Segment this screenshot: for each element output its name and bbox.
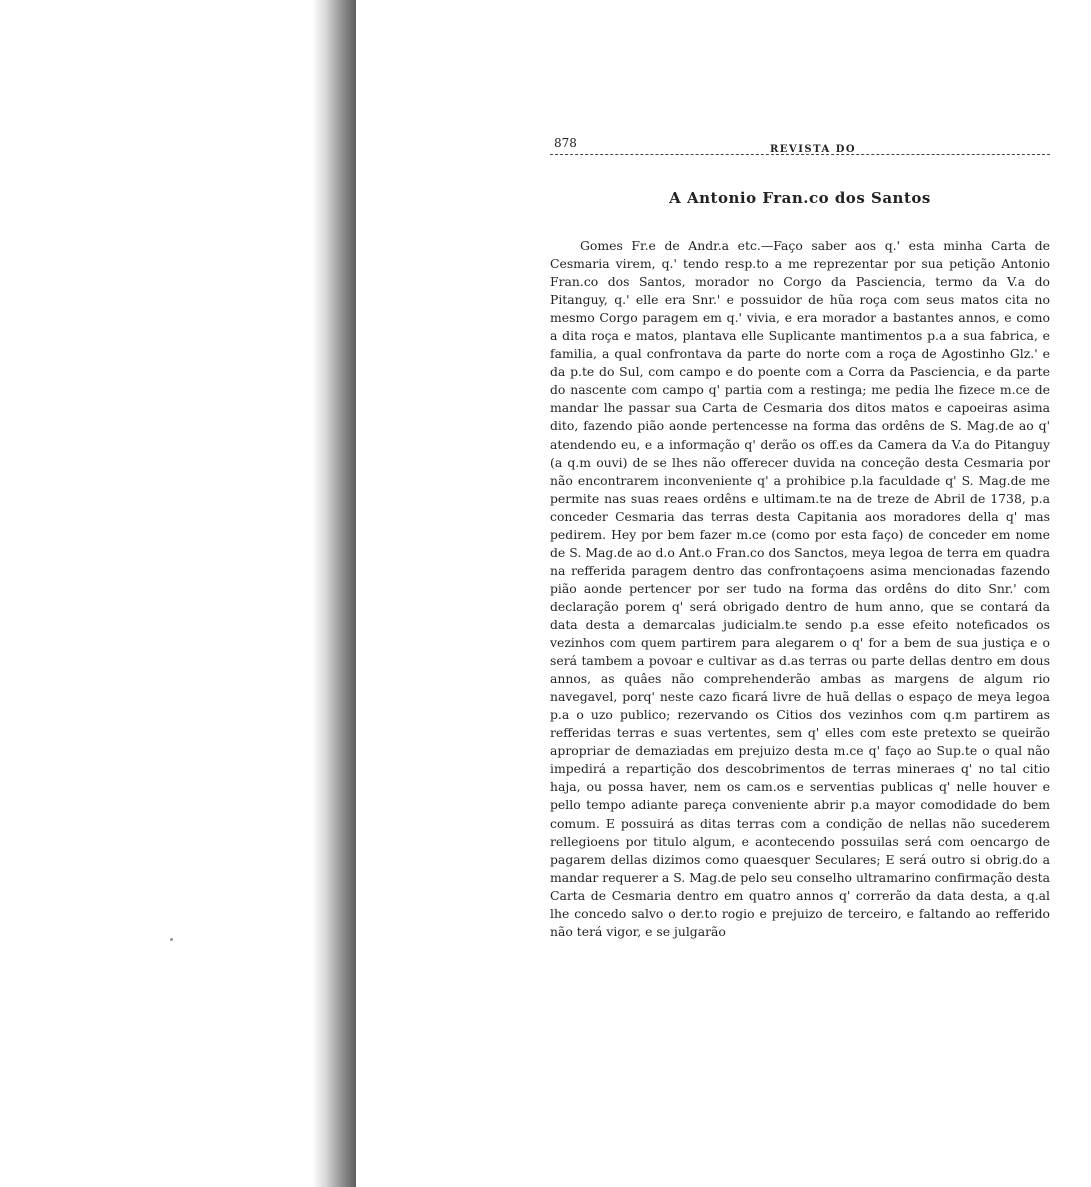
section-title: A Antonio Fran.co dos Santos (669, 189, 931, 207)
document-body (550, 237, 1050, 941)
body-paragraph: Gomes Fr.e de Andr.a etc.—Faço saber aos q.' esta minha Carta de Cesmaria virem, q.' tendo resp.to a me reprezentar por sua petição Antonio Fran.co dos Santos, morador no Corgo da Pasciencia, termo da V.a do Pitanguy, q.' elle era Snr.' e possuidor de hũa roça com seus matos cita no mesmo Corgo paragem em q.' vivia, e era morador a bastantes annos, e como a dita roça e matos, plantava elle Suplicante mantimentos p.a a sua fabrica, e familia, a qual confrontava da parte do norte com a roça de Agostinho Glz.' e da p.te do Sul, com campo e do poente com a Corra da Pasciencia, e da parte do nascente com campo q' partia com a restinga; me pedia lhe fizece m.ce de mandar lhe passar sua Carta de Cesmaria dos ditos matos e capoeiras asima dito, fazendo pião aonde pertencesse na forma das ordêns de S. Mag.de ao q' atendendo eu, e a informação q' derão os off.es da Camera da V.a do Pitanguy (a q.m ouvi) de se lhes não offerecer duvida na conceção desta Cesmaria por não encontrarem inconveniente q' a prohibice p.la faculdade q' S. Mag.de me permite nas suas reaes ordêns e ultimam.te na de treze de Abril de 1738, p.a conceder Cesmaria das terras desta Capitania aos moradores della q' mas pedirem. Hey por bem fazer m.ce (como por esta faço) de conceder em nome de S. Mag.de ao d.o Ant.o Fran.co dos Sanctos, meya legoa de terra em quadra na refferida paragem dentro das confrontaçoens asima mencionadas fazendo pião aonde pertencer por ser tudo na forma das ordêns do dito Snr.' com declaração porem q' será obrigado dentro de hum anno, que se contará da data desta a demarcalas judicialm.te sendo p.a esse efeito noteficados os vezinhos com quem partirem para alegarem o q' for a bem de sua justiça e o será tambem a povoar e cultivar as d.as terras ou parte dellas dentro em dous annos, as quâes não comprehenderão ambas as margens de algum rio navegavel, porq' neste cazo ficará livre de huã dellas o espaço de meya legoa p.a o uzo publico; rezervando os Citios dos vezinhos com q.m partirem as refferidas terras e suas vertentes, sem q' elles com este pretexto se queirão apropriar de demaziadas em prejuizo desta m.ce q' faço ao Sup.te o qual não impedirá a repartição dos descobrimentos de terras mineraes q' no tal citio haja, ou possa haver, nem os cam.os e serventias publicas q' nelle houver e pello tempo adiante pareça conveniente abrir p.a mayor comodidade do bem comum. E possuirá as ditas terras com a condição de nellas não sucederem rellegioens por titulo algum, e acontecendo possuilas será com oencargo de pagarem dellas dizimos como quaesquer Seculares; E será outro si obrig.do a mandar requerer a S. Mag.de pelo seu conselho ultramarino confirmação desta Carta de Cesmaria dentro em quatro annos q' correrão da data desta, a q.al lhe concedo salvo o der.to rogio e prejuizo de terceiro, e faltando ao refferido não terá vigor, e se julgarão (550, 238, 1051, 939)
page-header (550, 130, 1050, 155)
page-speck (170, 938, 173, 941)
running-head: REVISTA DO (770, 144, 857, 155)
book-page (550, 130, 1050, 941)
page-number: 878 (554, 136, 577, 150)
book-spine-shadow (312, 0, 356, 1187)
